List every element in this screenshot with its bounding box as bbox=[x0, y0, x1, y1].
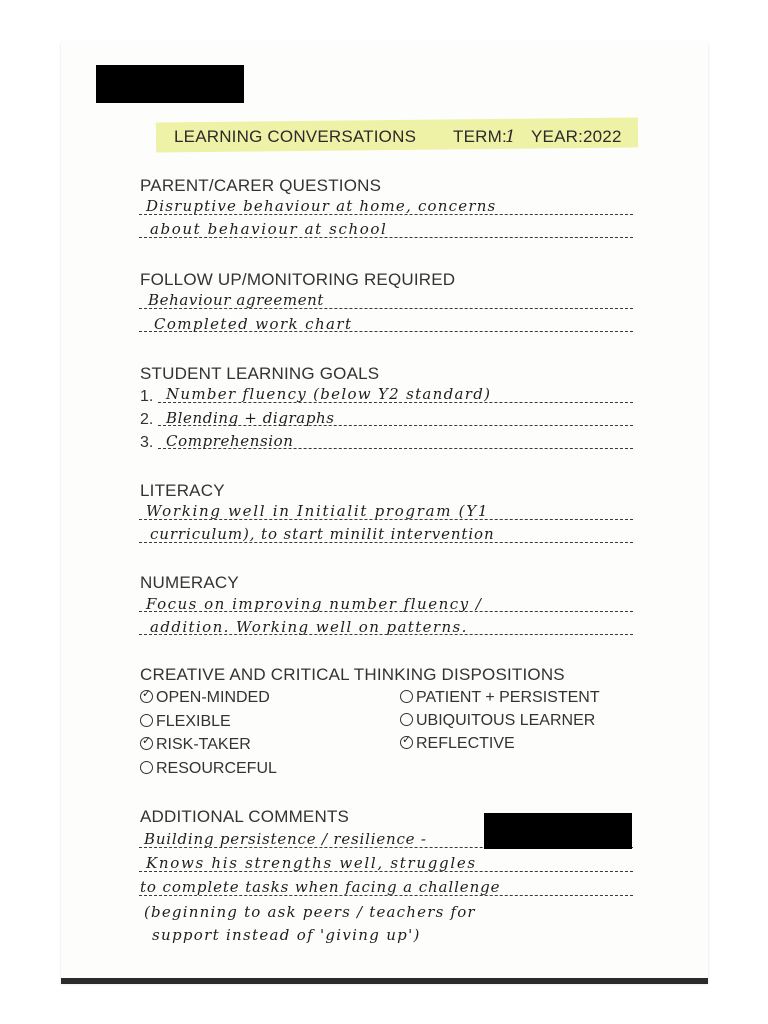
disposition-risk-taker bbox=[140, 736, 251, 754]
comment-answer-1: Building persistence / resilience - bbox=[144, 830, 427, 848]
empty-circle-icon bbox=[140, 761, 153, 774]
literacy-heading: LITERACY bbox=[140, 481, 225, 500]
literacy-answer-2: curriculum), to start minilit intervention bbox=[150, 525, 495, 543]
year-label: YEAR: bbox=[531, 127, 584, 146]
form-title: LEARNING CONVERSATIONS bbox=[174, 127, 417, 146]
disposition-label: OPEN-MINDED bbox=[156, 689, 270, 706]
disposition-reflective bbox=[400, 735, 515, 753]
term-value: 1 bbox=[505, 127, 517, 147]
checked-circle-icon: ✓ bbox=[140, 737, 153, 750]
disposition-open-minded bbox=[140, 689, 270, 707]
empty-circle-icon bbox=[140, 714, 153, 727]
comment-answer-2: Knows his strengths well, struggles bbox=[146, 854, 477, 872]
goal-number-3: 3. bbox=[140, 434, 154, 451]
learning-goals-heading: STUDENT LEARNING GOALS bbox=[140, 364, 380, 383]
disposition-label: FLEXIBLE bbox=[156, 713, 231, 730]
disposition-label: RISK-TAKER bbox=[156, 736, 251, 753]
checked-circle-icon: ✓ bbox=[140, 690, 153, 703]
dispositions-heading: CREATIVE AND CRITICAL THINKING DISPOSITIONS bbox=[140, 665, 565, 684]
comment-answer-5: support instead of 'giving up') bbox=[152, 926, 421, 944]
disposition-ubiquitous-learner bbox=[400, 712, 595, 730]
goal-answer-1: Number fluency (below Y2 standard) bbox=[166, 385, 492, 403]
followup-answer-2: Completed work chart bbox=[154, 315, 353, 333]
redacted-comment-block bbox=[484, 813, 632, 849]
disposition-label: UBIQUITOUS LEARNER bbox=[416, 712, 596, 729]
year-value: 2022 bbox=[583, 127, 622, 146]
followup-heading: FOLLOW UP/MONITORING REQUIRED bbox=[140, 270, 456, 289]
redacted-name-block bbox=[96, 65, 244, 103]
term-label: TERM: bbox=[453, 127, 507, 146]
comment-answer-3: to complete tasks when facing a challenge bbox=[140, 878, 501, 896]
comments-heading: ADDITIONAL COMMENTS bbox=[140, 807, 350, 826]
disposition-label: REFLECTIVE bbox=[416, 735, 515, 752]
numeracy-answer-2: addition. Working well on patterns. bbox=[150, 618, 468, 636]
disposition-flexible bbox=[140, 713, 231, 731]
disposition-patient-persistent bbox=[400, 689, 600, 707]
checked-circle-icon: ✓ bbox=[400, 736, 413, 749]
parent-answer-2: about behaviour at school bbox=[150, 220, 388, 238]
goal-answer-2: Blending + digraphs bbox=[166, 409, 335, 427]
literacy-answer-1: Working well in Initialit program (Y1 bbox=[146, 502, 490, 520]
goal-number-1: 1. bbox=[140, 388, 154, 405]
disposition-label: PATIENT + PERSISTENT bbox=[416, 689, 600, 706]
empty-circle-icon bbox=[400, 690, 413, 703]
numeracy-answer-1: Focus on improving number fluency / bbox=[146, 595, 483, 613]
parent-carer-heading: PARENT/CARER QUESTIONS bbox=[140, 176, 382, 195]
numeracy-heading: NUMERACY bbox=[140, 573, 239, 592]
parent-answer-1: Disruptive behaviour at home, concerns bbox=[146, 197, 497, 215]
comment-answer-4: (beginning to ask peers / teachers for bbox=[144, 903, 476, 921]
empty-circle-icon bbox=[400, 713, 413, 726]
page-edge bbox=[61, 978, 708, 984]
disposition-label: RESOURCEFUL bbox=[156, 760, 277, 777]
followup-answer-1: Behaviour agreement bbox=[148, 291, 325, 309]
goal-answer-3: Comprehension bbox=[166, 432, 294, 450]
disposition-resourceful bbox=[140, 760, 277, 778]
goal-number-2: 2. bbox=[140, 411, 154, 428]
